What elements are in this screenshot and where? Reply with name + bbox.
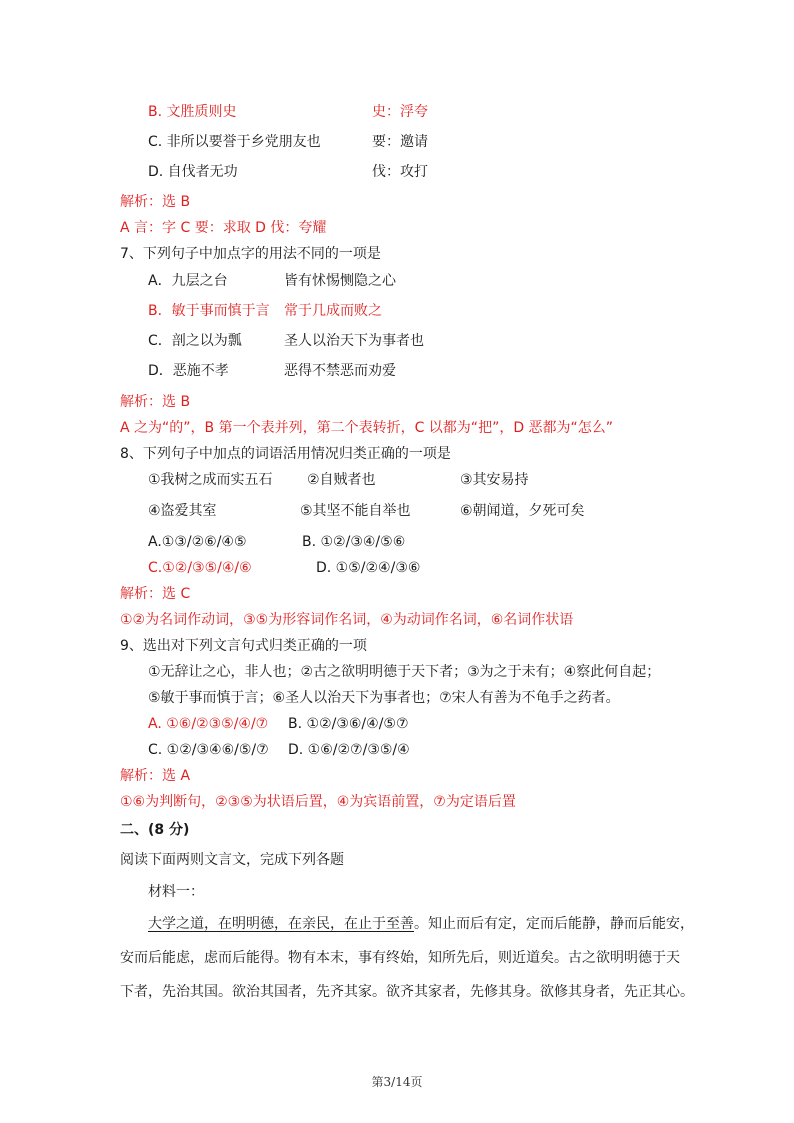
q9-stem: 9、选出对下列文言句式归类正确的一项	[120, 638, 367, 654]
q8-analysis: 解析：选 C	[120, 586, 191, 602]
q9-sentences-line-2: ⑤敏于事而慎于言；⑥圣人以治天下为事者也；⑦宋人有善为不龟手之药者。	[148, 690, 620, 706]
q9-option-b: B. ①②/③⑥/④/⑤⑦	[288, 716, 409, 732]
q7-option-d: D．恶施不孝	[148, 363, 229, 379]
q7-option-a-pair: 皆有怵惕恻隐之心	[284, 273, 396, 289]
q6-analysis: 解析：选 B	[120, 194, 191, 210]
q8-item-2: ②自贼者也	[307, 472, 376, 488]
q9-option-d: D. ①⑥/②⑦/③⑤/④	[288, 742, 410, 758]
section-2-heading: 二、(8 分)	[120, 822, 190, 838]
material-1-label: 材料一：	[148, 884, 204, 900]
q8-option-b: B. ①②/③④/⑤⑥	[302, 534, 406, 550]
q8-option-a: A.①③/②⑥/④⑤	[148, 534, 247, 550]
page-number: 第3/14页	[371, 1075, 423, 1089]
material-1-line-1-rest: 。知止而后有定，定而后能静，静而后能安，	[414, 916, 694, 932]
q9-option-a: A. ①⑥/②③⑤/④/⑦	[148, 716, 269, 732]
q8-explanation: ①②为名词作动词，③⑤为形容词作名词，④为动词作名词，⑥名词作状语	[120, 612, 574, 628]
q7-option-c-pair: 圣人以治天下为事者也	[284, 333, 424, 349]
section-2-intro: 阅读下面两则文言文，完成下列各题	[120, 852, 344, 868]
material-1-underlined-text: 大学之道，在明明德，在亲民，在止于至善	[148, 916, 414, 932]
q8-item-6: ⑥朝闻道，夕死可矣	[460, 503, 585, 519]
material-1-line-2: 安而后能虑，虑而后能得。物有本末，事有终始，知所先后，则近道矣。古之欲明明德于天	[120, 950, 680, 966]
q8-item-5: ⑤其坚不能自举也	[300, 503, 411, 519]
q6-option-d: D. 自伐者无功	[148, 164, 238, 180]
q6-option-c: C. 非所以要誉于乡党朋友也	[148, 134, 321, 150]
material-1-line-1	[148, 914, 694, 934]
q6-option-b: B. 文胜质则史	[148, 104, 237, 120]
q8-item-3: ③其安易持	[460, 472, 529, 488]
q8-stem: 8、下列句子中加点的词语活用情况归类正确的一项是	[120, 446, 451, 462]
q7-option-a: A．九层之台	[148, 273, 228, 289]
q7-option-b-pair: 常于几成而败之	[284, 303, 382, 319]
q6-explanation: A 言：字 C 要：求取 D 伐：夸耀	[120, 220, 327, 236]
q9-analysis: 解析：选 A	[120, 768, 191, 784]
q9-sentences-line-1: ①无辞让之心，非人也；②古之欲明明德于天下者；③为之于未有；④察此何自起；	[148, 664, 661, 680]
q8-option-d: D. ①⑤/②④/③⑥	[316, 560, 421, 576]
material-1-line-3: 下者，先治其国。欲治其国者，先齐其家。欲齐其家者，先修其身。欲修其身者，先正其心。	[120, 984, 694, 1000]
q9-explanation: ①⑥为判断句，②③⑤为状语后置，④为宾语前置，⑦为定语后置	[120, 794, 516, 810]
q7-analysis: 解析：选 B	[120, 394, 191, 410]
q7-option-d-pair: 恶得不禁恶而劝爱	[284, 363, 396, 379]
q8-option-c: C.①②/③⑤/④/⑥	[148, 560, 252, 576]
q9-option-c: C. ①②/③④⑥/⑤/⑦	[148, 742, 269, 758]
q6-option-d-gloss: 伐：攻打	[372, 164, 428, 180]
q7-option-c: C．剖之以为瓢	[148, 333, 242, 349]
q7-explanation: A 之为“的”，B 第一个表并列，第二个表转折，C 以都为“把”，D 恶都为“怎么”	[120, 420, 614, 436]
q6-option-b-gloss: 史：浮夸	[372, 104, 428, 120]
q7-stem: 7、下列句子中加点字的用法不同的一项是	[120, 246, 381, 262]
q8-item-1: ①我树之成而实五石	[148, 472, 273, 488]
q7-option-b: B．敏于事而慎于言	[148, 303, 270, 319]
q6-option-c-gloss: 要：邀请	[372, 134, 428, 150]
q8-item-4: ④盗爱其室	[148, 503, 217, 519]
